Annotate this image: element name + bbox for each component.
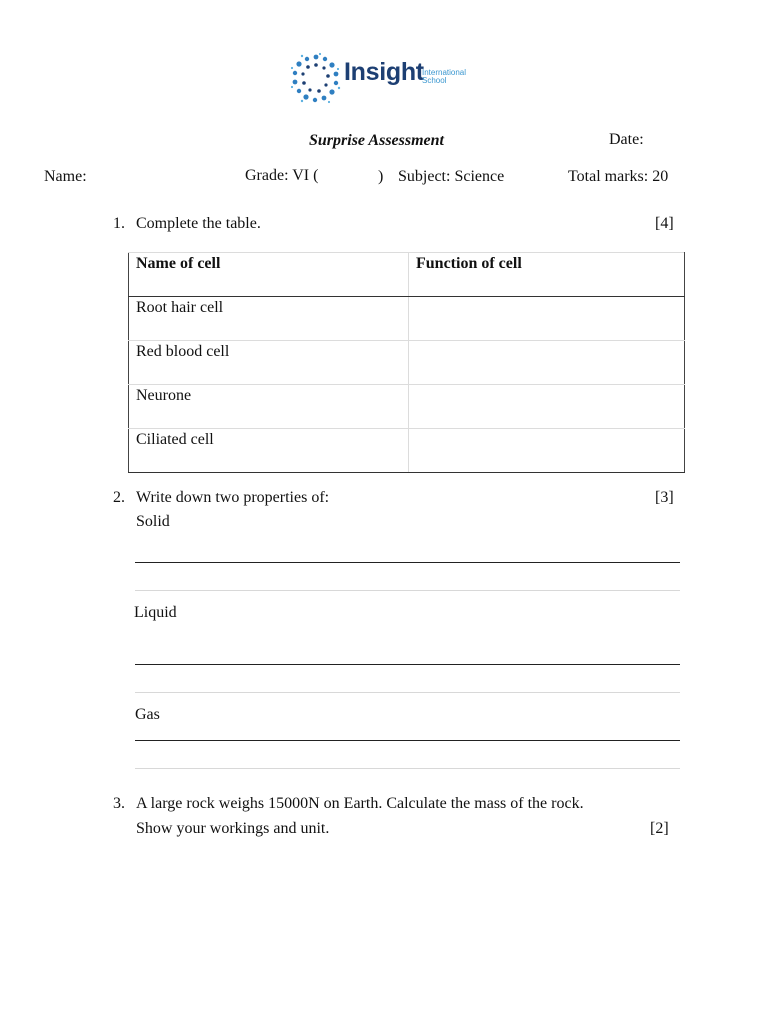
cell-function-answer[interactable] [409, 341, 685, 385]
cell-name: Root hair cell [129, 297, 409, 341]
gas-answer-line[interactable] [135, 740, 680, 741]
table-row [129, 297, 685, 341]
part-solid-label: Solid [136, 513, 170, 530]
name-label: Name: [44, 168, 87, 185]
logo-dots-icon [290, 52, 342, 104]
q1-text: Complete the table. [136, 215, 261, 232]
q3-text: A large rock weighs 15000N on Earth. Calculate the mass of the rock. [136, 795, 584, 812]
table-row [129, 341, 685, 385]
q1-number: 1. [113, 215, 125, 232]
date-label: Date: [609, 131, 644, 148]
gas-answer-line-2[interactable] [135, 768, 680, 769]
table-row [129, 385, 685, 429]
header-name-of-cell: Name of cell [129, 253, 409, 297]
cell-function-table [128, 252, 685, 473]
liquid-answer-line[interactable] [135, 664, 680, 665]
cell-name: Red blood cell [129, 341, 409, 385]
liquid-answer-line-2[interactable] [135, 692, 680, 693]
cell-name: Ciliated cell [129, 429, 409, 473]
q1-marks: [4] [655, 215, 674, 232]
cell-function-answer[interactable] [409, 429, 685, 473]
cell-name: Neurone [129, 385, 409, 429]
header-function-of-cell: Function of cell [409, 253, 685, 297]
table-row [129, 429, 685, 473]
logo-name: Insight [344, 58, 424, 86]
table-header-row [129, 253, 685, 297]
q2-marks: [3] [655, 489, 674, 506]
logo-sub-line2: School [422, 76, 447, 85]
q3-text-line2: Show your workings and unit. [136, 820, 330, 837]
q2-number: 2. [113, 489, 125, 506]
cell-function-answer[interactable] [409, 385, 685, 429]
q3-number: 3. [113, 795, 125, 812]
logo-sub-line1: International [422, 68, 467, 77]
q3-marks: [2] [650, 820, 669, 837]
grade-close-paren: ) [378, 168, 384, 185]
solid-answer-line-2[interactable] [135, 590, 680, 591]
total-marks: Total marks: 20 [568, 168, 669, 185]
cell-function-answer[interactable] [409, 297, 685, 341]
logo-subtitle [422, 69, 466, 85]
subject-label: Subject: Science [398, 168, 505, 185]
school-logo [290, 52, 480, 104]
assessment-title: Surprise Assessment [309, 132, 444, 149]
grade-label: Grade: VI ( [245, 167, 319, 184]
q2-text: Write down two properties of: [136, 489, 330, 506]
part-gas-label: Gas [135, 706, 160, 723]
solid-answer-line[interactable] [135, 562, 680, 563]
part-liquid-label: Liquid [134, 604, 177, 621]
